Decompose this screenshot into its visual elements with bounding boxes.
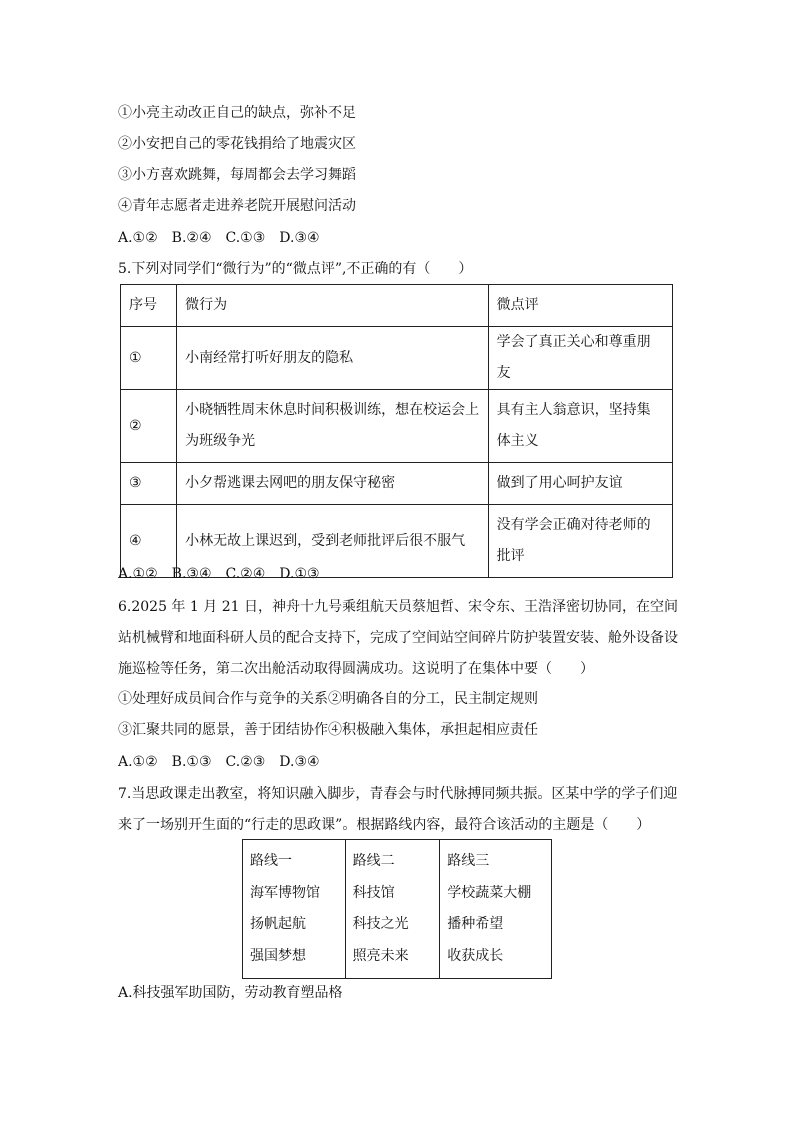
- table-header-row: [121, 285, 673, 327]
- q4-item-2: ②小安把自己的零花钱捐给了地震灾区: [118, 136, 356, 152]
- q6-statement-line-1: ①处理好成员间合作与竞争的关系②明确各自的分工，民主制定规则: [118, 691, 538, 707]
- route-item: 强国梦想: [250, 947, 306, 964]
- q4-item-4: ④青年志愿者走进养老院开展慰问活动: [118, 198, 356, 214]
- row-no: ②: [121, 390, 177, 463]
- q4-item-1: ①小亮主动改正自己的缺点，弥补不足: [118, 105, 356, 121]
- route-item: 照亮未来: [352, 947, 409, 964]
- table-row: [121, 390, 673, 463]
- route-column: [440, 840, 552, 979]
- row-comment: 没有学会正确对待老师的批评: [488, 505, 672, 578]
- route-item: 科技馆: [352, 884, 395, 901]
- q6-statement-line-2: ③汇聚共同的愿景，善于团结协作④积极融入集体，承担起相应责任: [118, 722, 538, 738]
- route-item: 海军博物馆: [250, 884, 320, 901]
- row-no: ①: [121, 327, 177, 390]
- table-row: [121, 463, 673, 505]
- q4-options: A.①② B.②④ C.①③ D.③④: [118, 230, 320, 246]
- header-comment: 微点评: [488, 285, 672, 327]
- route-column: [345, 840, 440, 979]
- q5-stem: 5.下列对同学们“微行为”的“微点评”,不正确的有（ ）: [118, 261, 473, 277]
- q7-stem: 7.当思政课走出教室，将知识融入脚步，青春会与时代脉搏同频共振。区某中学的学子们迎来了一场别开生面的“行走的思政课”。根据路线内容，最符合该活动的主题是（ ）: [118, 786, 678, 833]
- row-no: ④: [121, 505, 177, 578]
- q7-route-table: [242, 839, 552, 979]
- row-behavior: 小夕帮逃课去网吧的朋友保守秘密: [177, 463, 489, 505]
- q4-item-3: ③小方喜欢跳舞，每周都会去学习舞蹈: [118, 167, 356, 183]
- row-comment: 做到了用心呵护友谊: [488, 463, 672, 505]
- q7-option-a: A.科技强军助国防，劳动教育塑品格: [118, 985, 343, 1001]
- row-behavior: 小林无故上课迟到，受到老师批评后很不服气: [177, 505, 489, 578]
- header-no: 序号: [121, 285, 177, 327]
- row-behavior: 小晓牺牲周末休息时间积极训练，想在校运会上为班级争光: [177, 390, 489, 463]
- route-item: 扬帆起航: [250, 916, 306, 932]
- route-column: [243, 840, 346, 979]
- route-item: 学校蔬菜大棚: [447, 884, 532, 901]
- q6-stem: 6.2025 年 1 月 21 日，神舟十九号乘组航天员蔡旭哲、宋令东、王浩泽密切协同，在空间站机械臂和地面科研人员的配合支持下，完成了空间站空间碎片防护装置安装、舱外设备设施巡检等任务，第二次出舱活动取得圆满成功。这说明了在集体中要（ ）: [118, 599, 678, 677]
- route-name: 路线三: [447, 853, 490, 869]
- row-comment: 具有主人翁意识，坚持集体主义: [488, 390, 672, 463]
- row-no: ③: [121, 463, 177, 505]
- q5-options: A.①② B.③④ C.②④ D.①③: [118, 566, 320, 582]
- q6-options: A.①② B.①③ C.②③ D.③④: [118, 754, 320, 770]
- route-item: 播种希望: [447, 916, 504, 932]
- route-name: 路线一: [250, 853, 292, 869]
- route-name: 路线二: [352, 853, 395, 869]
- q5-table: [120, 284, 673, 578]
- route-row: [243, 840, 552, 979]
- route-item: 收获成长: [447, 947, 504, 964]
- route-item: 科技之光: [352, 916, 409, 932]
- header-behavior: 微行为: [177, 285, 489, 327]
- row-behavior: 小南经常打听好朋友的隐私: [177, 327, 489, 390]
- row-comment: 学会了真正关心和尊重朋友: [488, 327, 672, 390]
- table-row: [121, 327, 673, 390]
